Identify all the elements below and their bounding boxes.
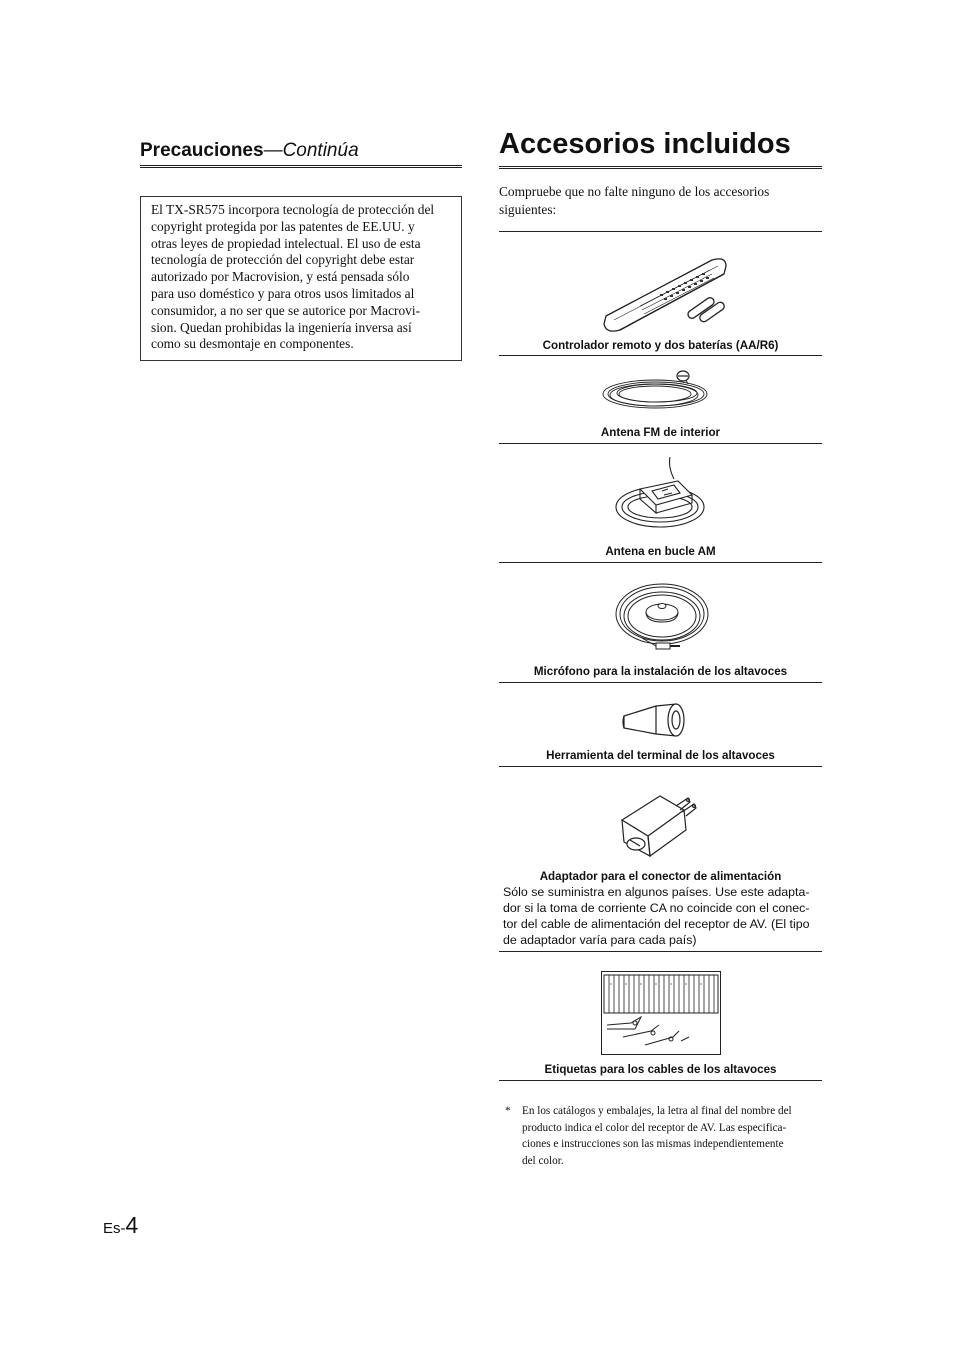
section-heading-continued: Continúa <box>282 140 359 161</box>
divider <box>499 951 822 952</box>
fm-antenna-icon <box>600 366 720 414</box>
footnote-line: del color. <box>522 1154 564 1167</box>
section-heading <box>140 140 462 168</box>
copyright-notice-line: copyright protegida por las patentes de EE.UU. y <box>151 218 415 234</box>
speaker-terminal-tool-icon <box>620 700 690 740</box>
page-title: Accesorios incluidos <box>499 124 822 169</box>
page-number-prefix: Es- <box>103 1220 126 1237</box>
accessory-caption: Antena FM de interior <box>600 426 721 439</box>
divider <box>499 231 822 232</box>
page-number-value: 4 <box>125 1212 139 1238</box>
accessory-caption: Adaptador para el conector de alimentación <box>539 870 782 883</box>
page-number <box>103 1212 138 1239</box>
copyright-notice-line: consumidor, a no ser que se autorice por Macrovi- <box>151 302 421 318</box>
copyright-notice-line: para uso doméstico y para otros usos limitados al <box>151 285 415 301</box>
copyright-notice-line: tecnología de protección del copyright debe estar <box>151 252 415 268</box>
copyright-notice-line: sion. Quedan prohibidas la ingeniería inversa así <box>151 319 412 335</box>
divider <box>499 682 822 683</box>
microphone-icon <box>612 580 712 656</box>
accessory-caption: Controlador remoto y dos baterías (AA/R6) <box>542 339 779 352</box>
adapter-note-line: de adaptador varía para cada país) <box>503 933 697 947</box>
divider <box>499 355 822 356</box>
accessory-caption: Micrófono para la instalación de los altavoces <box>533 665 788 678</box>
divider <box>499 766 822 767</box>
divider <box>499 443 822 444</box>
accessory-caption: Etiquetas para los cables de los altavoces <box>544 1063 777 1076</box>
am-loop-antenna-icon <box>612 455 712 535</box>
footnote-mark: * <box>505 1105 511 1117</box>
adapter-note-line: dor si la toma de corriente CA no coincide con el conec- <box>503 901 810 915</box>
divider <box>499 1080 822 1081</box>
footnote-line: ciones e instrucciones son las mismas independientemente <box>522 1138 784 1150</box>
copyright-notice-line: El TX-SR575 incorpora tecnología de protección del <box>151 202 435 217</box>
heading-dash: — <box>263 140 283 161</box>
adapter-note-line: Sólo se suministra en algunos países. Use este adapta- <box>503 885 810 899</box>
footnote-line: En los catálogos y embalajes, la letra al final del nombre del <box>522 1105 792 1117</box>
copyright-notice-line: autorizado por Macrovision, y está pensada sólo <box>151 269 410 285</box>
intro-text: Compruebe que no falte ninguno de los accesorios siguientes: <box>499 184 770 217</box>
accessory-caption: Antena en bucle AM <box>605 545 716 558</box>
copyright-notice-box <box>140 196 462 361</box>
divider <box>499 562 822 563</box>
footnote-line: producto indica el color del receptor de AV. Las especifica- <box>522 1121 787 1134</box>
adapter-note-line: tor del cable de alimentación del receptor de AV. (El tipo <box>503 917 810 931</box>
copyright-notice-line: como su desmontaje en componentes. <box>151 336 354 352</box>
copyright-notice-line: otras leyes de propiedad intelectual. El uso de esta <box>151 235 421 251</box>
section-heading-main: Precauciones <box>140 140 264 161</box>
accessory-caption: Herramienta del terminal de los altavoces <box>546 749 775 762</box>
footnote-text <box>522 1103 792 1169</box>
speaker-cable-labels-icon <box>601 971 721 1055</box>
power-plug-adapter-icon <box>614 786 704 858</box>
remote-control-batteries-icon <box>600 254 730 334</box>
adapter-note <box>503 884 821 948</box>
